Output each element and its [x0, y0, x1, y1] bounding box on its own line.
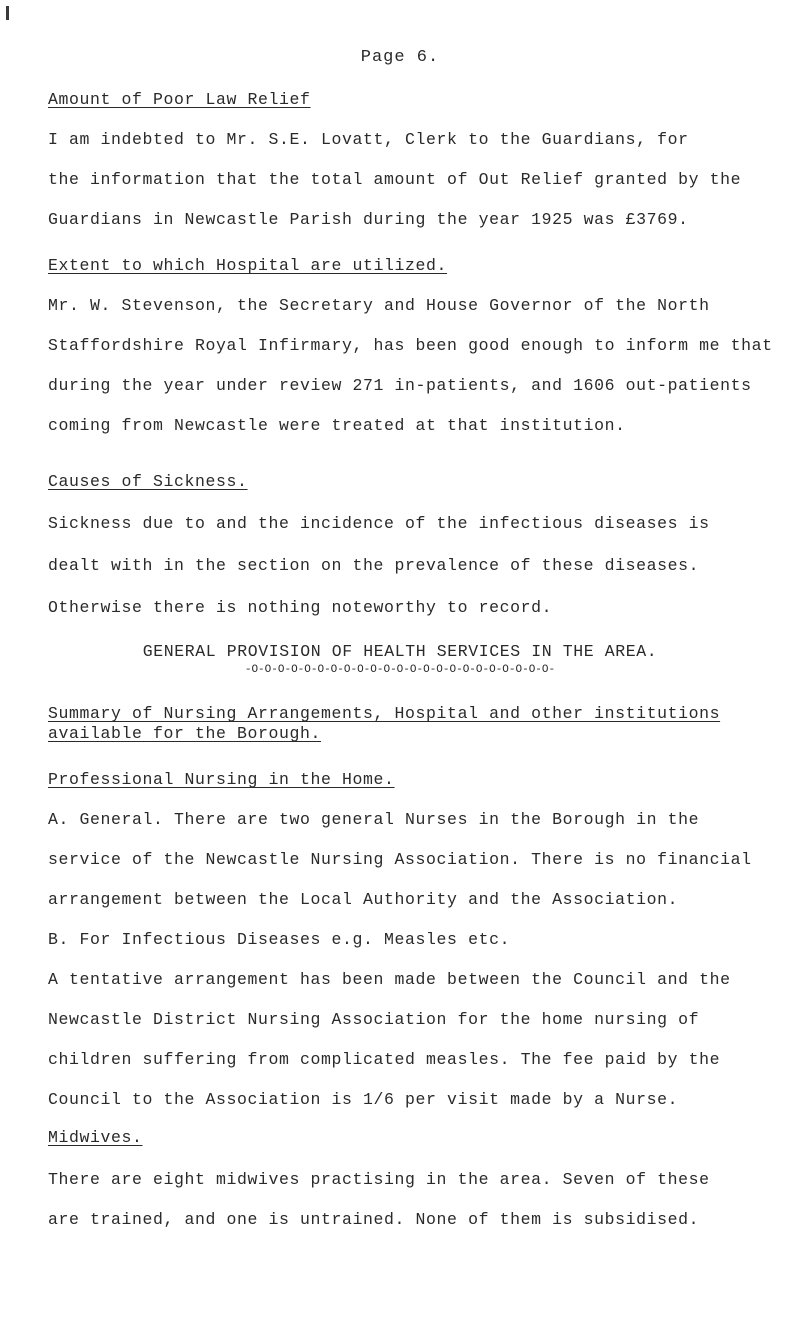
midwives-heading: Midwives. — [48, 1128, 143, 1147]
page-number: Page 6. — [360, 48, 440, 67]
hospital-heading: Extent to which Hospital are utilized. — [48, 256, 448, 275]
paragraph-line: service of the Newcastle Nursing Association. There is no financial — [48, 850, 752, 869]
paragraph-line: Staffordshire Royal Infirmary, has been good enough to inform me that — [48, 336, 773, 355]
paragraph-line: arrangement between the Local Authority and the Association. — [48, 890, 679, 909]
paragraph-line: the information that the total amount of Out Relief granted by the — [48, 170, 742, 189]
summary-heading: Summary of Nursing Arrangements, Hospital and other institutions — [48, 704, 721, 723]
paragraph-line: There are eight midwives practising in the area. Seven of these — [48, 1170, 710, 1189]
paragraph-line: B. For Infectious Diseases e.g. Measles etc. — [48, 930, 511, 949]
paragraph-line: I am indebted to Mr. S.E. Lovatt, Clerk to the Guardians, for — [48, 130, 689, 149]
section-divider: -O-O-O-O-O-O-O-O-O-O-O-O-O-O-O-O-O-O-O-O-O-O-O- — [244, 664, 556, 676]
paragraph-line: Council to the Association is 1/6 per visit made by a Nurse. — [48, 1090, 679, 1109]
paragraph-line: Guardians in Newcastle Parish during the year 1925 was £3769. — [48, 210, 689, 229]
paragraph-line: Otherwise there is nothing noteworthy to record. — [48, 598, 553, 617]
paragraph-line: Sickness due to and the incidence of the infectious diseases is — [48, 514, 710, 533]
poor-law-heading: Amount of Poor Law Relief — [48, 90, 311, 109]
margin-mark — [6, 6, 9, 20]
paragraph-line: A. General. There are two general Nurses in the Borough in the — [48, 810, 700, 829]
paragraph-line: A tentative arrangement has been made between the Council and the — [48, 970, 731, 989]
sickness-heading: Causes of Sickness. — [48, 472, 248, 491]
paragraph-line: dealt with in the section on the prevalence of these diseases. — [48, 556, 700, 575]
section-title: GENERAL PROVISION OF HEALTH SERVICES IN THE AREA. — [142, 642, 658, 661]
paragraph-line: children suffering from complicated measles. The fee paid by the — [48, 1050, 721, 1069]
professional-nursing-heading: Professional Nursing in the Home. — [48, 770, 395, 789]
paragraph-line: are trained, and one is untrained. None of them is subsidised. — [48, 1210, 700, 1229]
paragraph-line: Newcastle District Nursing Association for the home nursing of — [48, 1010, 700, 1029]
paragraph-line: during the year under review 271 in-patients, and 1606 out-patients — [48, 376, 752, 395]
paragraph-line: Mr. W. Stevenson, the Secretary and House Governor of the North — [48, 296, 710, 315]
paragraph-line: coming from Newcastle were treated at that institution. — [48, 416, 626, 435]
summary-heading-cont: available for the Borough. — [48, 724, 322, 743]
